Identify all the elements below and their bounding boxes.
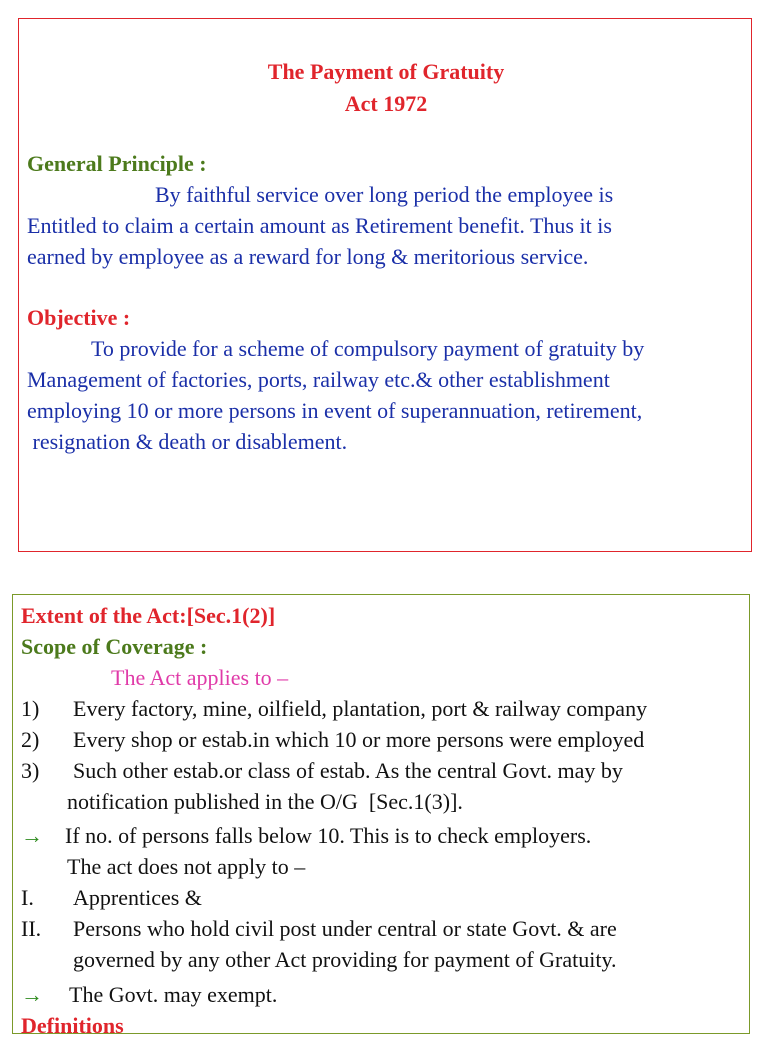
title-line-2: Act 1972 [344,91,428,116]
objective-line-2: Management of factories, ports, railway etc.& other establishment [27,367,610,392]
objective-line-4: resignation & death or disablement. [27,429,348,454]
arrow-note-1: If no. of persons falls below 10. This is to check employers. [65,823,592,848]
scope-heading: Scope of Coverage : [21,634,208,659]
not-item-1-text: Apprentices & [73,885,202,910]
objective-line-1: To provide for a scheme of compulsory payment of gratuity by [91,336,645,361]
definitions-heading: Definitions [21,1013,124,1038]
slide-principle [18,18,752,552]
applies-to-label: The Act applies to – [111,665,289,690]
general-line-3: earned by employee as a reward for long & meritorious service. [27,244,589,269]
not-item-2-num: II. [21,916,42,941]
not-apply-label: The act does not apply to – [67,854,306,879]
arrow-note-2: The Govt. may exempt. [69,982,278,1007]
objective-line-3: employing 10 or more persons in event of superannuation, retirement, [27,398,643,423]
applies-item-2-text: Every shop or estab.in which 10 or more persons were employed [73,727,645,752]
applies-item-2-num: 2) [21,727,40,752]
arrow-icon: → [21,982,43,1007]
not-item-2-cont: governed by any other Act providing for payment of Gratuity. [73,947,617,972]
extent-heading: Extent of the Act:[Sec.1(2)] [21,603,276,628]
applies-item-1-text: Every factory, mine, oilfield, plantation, port & railway company [73,696,648,721]
not-item-1-num: I. [21,885,34,910]
objective-heading: Objective : [27,305,131,330]
applies-item-3-cont: notification published in the O/G [Sec.1(3)]. [67,789,463,814]
arrow-icon: → [21,823,43,848]
title-line-1: The Payment of Gratuity [267,59,505,84]
applies-item-1-num: 1) [21,696,40,721]
general-line-2: Entitled to claim a certain amount as Retirement benefit. Thus it is [27,213,612,238]
applies-item-3-text: Such other estab.or class of estab. As the central Govt. may by [73,758,623,783]
applies-item-3-num: 3) [21,758,40,783]
slide-extent [12,594,750,1038]
general-line-1: By faithful service over long period the employee is [155,182,614,207]
general-principle-heading: General Principle : [27,151,207,176]
not-item-2-text: Persons who hold civil post under central or state Govt. & are [73,916,617,941]
